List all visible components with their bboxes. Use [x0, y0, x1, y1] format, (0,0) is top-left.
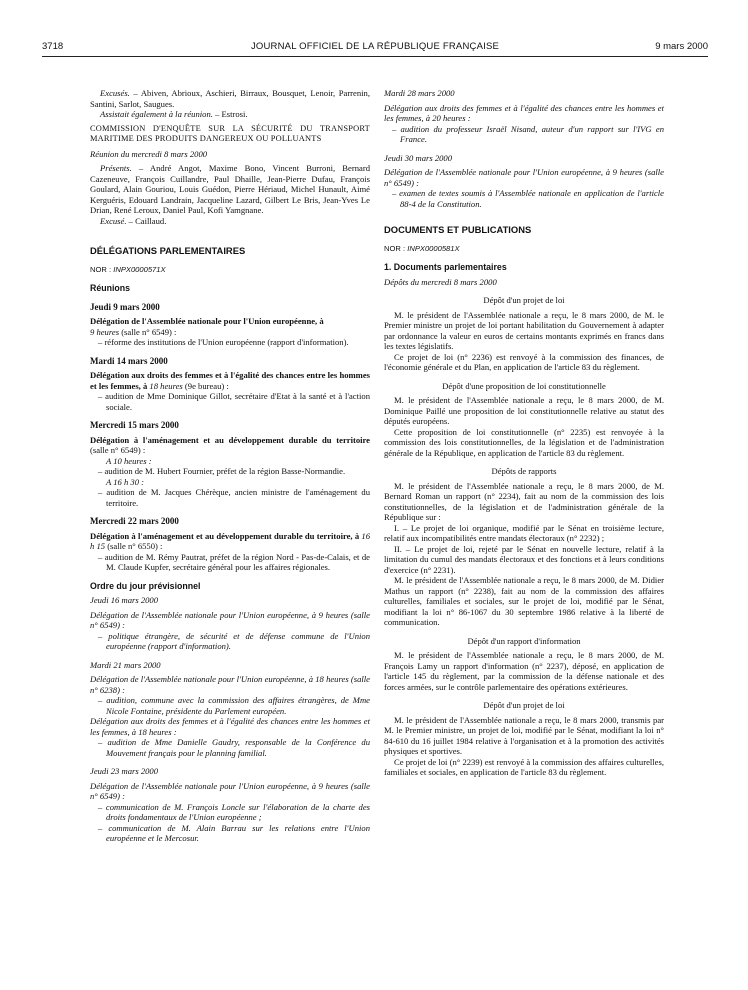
- body-paragraph: I. – Le projet de loi organique, modifié par le Sénat en troisième lecture, relatif aux incompatibilités entre mandats électoraux (n° 2232) ;: [384, 522, 664, 543]
- header-rule: [42, 56, 708, 57]
- delegation-line: Délégation à l'aménagement et au développement durable du territoire, à 16 h 15 (salle n° 6550) :: [90, 530, 370, 551]
- day-heading: Mardi 28 mars 2000: [384, 88, 455, 98]
- agenda-item: – politique étrangère, de sécurité et de défense commune de l'Union européenne (rapport d'information).: [98, 630, 370, 651]
- body-paragraph: M. le président de l'Assemblée nationale a reçu, le 8 mars 2000, de M. Bernard Roman un rapport (n° 2234), fait au nom de la commission des lois constitutionnelles, de la législation et de l'administration générale de la République sur :: [384, 480, 664, 522]
- agenda-item: – audition de Mme Dominique Gillot, secrétaire d'Etat à la santé et à l'action sociale.: [98, 391, 370, 412]
- subsection-title: Ordre du jour prévisionnel: [90, 580, 201, 591]
- body-paragraph: Ce projet de loi (n° 2236) est renvoyé à la commission des finances, de l'économie générale et du Plan, en application de l'article 83 du règlement.: [384, 351, 664, 372]
- agenda-item: – audition de M. Jacques Chérèque, ancien ministre de l'aménagement du territoire.: [98, 487, 370, 508]
- left-column: [90, 88, 370, 844]
- delegation-line: Délégation aux droits des femmes et à l'égalité des chances entre les hommes et les femmes, à 18 heures (9e bureau) :: [90, 370, 370, 391]
- delegation-line: Délégation de l'Assemblée nationale pour l'Union européenne, à 9 heures (salle n° 6549) :: [384, 167, 664, 188]
- depots-date: Dépôts du mercredi 8 mars 2000: [384, 276, 497, 287]
- agenda-item: – communication de M. Alain Barrau sur les relations entre l'Union européenne et le Mercosur.: [98, 822, 370, 843]
- deposit-heading: Dépôt d'un rapport d'information: [467, 635, 581, 646]
- nor-code: NOR : INPX0000581X: [384, 243, 460, 253]
- agenda-item: – audition de M. Hubert Fournier, préfet de la région Basse-Normandie.: [98, 466, 346, 476]
- deposit-heading: Dépôt d'une proposition de loi constitutionnelle: [442, 380, 606, 391]
- delegation-line: Délégation aux droits des femmes et à l'égalité des chances entre les hommes et les femmes, à 20 heures :: [384, 102, 664, 123]
- assistait-paragraph: Assistait également à la réunion. – Estrosi.: [100, 109, 248, 119]
- body-paragraph: M. le président de l'Assemblée nationale a reçu, le 8 mars 2000, transmis par M. le Premier ministre, un projet de loi, modifié par le Sénat, modifiant la loi n° 84-610 du 16 juillet 1984 relative à l'organisation et à la promotion des activités physiques et sportives.: [384, 714, 664, 756]
- excuse-paragraph: Excusé. – Caillaud.: [100, 215, 167, 226]
- deposit-heading: Dépôt d'un projet de loi: [483, 700, 565, 710]
- delegation-line: Délégation de l'Assemblée nationale pour l'Union européenne, à 9 heures (salle n° 6549) :: [90, 316, 324, 337]
- body-paragraph: Cette proposition de loi constitutionnelle (n° 2235) est renvoyée à la commission des lois constitutionnelles, de la législation et de l'administration générale de la République, en application de l'article 83 du règlement.: [384, 426, 664, 458]
- delegation-line: Délégation de l'Assemblée nationale pour l'Union européenne, à 9 heures (salle n° 6549) :: [90, 609, 370, 630]
- agenda-item: – communication de M. François Loncle sur l'élaboration de la charte des droits fondamentaux de l'Union européenne ;: [98, 801, 370, 822]
- journal-title: JOURNAL OFFICIEL DE LA RÉPUBLIQUE FRANÇAISE: [250, 41, 500, 52]
- page-number: 3718: [42, 41, 64, 52]
- agenda-item: – audition, commune avec la commission des affaires étrangères, de Mme Nicole Fontaine, présidente du Parlement européen.: [98, 695, 370, 716]
- body-paragraph: M. le président de l'Assemblée nationale a reçu, le 8 mars 2000, de M. Dominique Paillé une proposition de loi constitutionnelle relative au statut des députés européens.: [384, 395, 664, 426]
- body-paragraph: M. le président de l'Assemblée nationale a reçu, le 8 mars 2000, de M. le Premier ministre un projet de loi portant habilitation du Gouvernement à adapter par ordonnance la valeur en euros de certains montants exprimés en francs dans les textes législatifs.: [384, 309, 664, 351]
- day-heading: Jeudi 16 mars 2000: [90, 595, 159, 605]
- issue-date: 9 mars 2000: [655, 41, 708, 52]
- nor-code: NOR : INPX0000571X: [90, 264, 166, 274]
- deposit-heading: Dépôts de rapports: [491, 466, 557, 476]
- time-label: A 16 h 30 :: [106, 476, 145, 487]
- subsection-title: 1. Documents parlementaires: [384, 262, 507, 272]
- delegation-line: Délégation aux droits des femmes et à l'égalité des chances entre les hommes et les femmes, à 18 heures :: [90, 716, 370, 737]
- deposit-heading: Dépôt d'un projet de loi: [483, 295, 565, 305]
- delegation-line: Délégation de l'Assemblée nationale pour l'Union européenne, à 18 heures (salle n° 6238) :: [90, 674, 370, 695]
- day-heading: Jeudi 9 mars 2000: [90, 301, 160, 312]
- agenda-item: – audition de M. Rémy Pautrat, préfet de la région Nord - Pas-de-Calais, et de M. Claude Kupfer, secrétaire général pour les affaires régionales.: [98, 551, 370, 572]
- delegation-line: Délégation à l'aménagement et au développement durable du territoire (salle n° 6549) :: [90, 434, 370, 455]
- agenda-item: – audition du professeur Israël Nisand, auteur d'un rapport sur l'IVG en France.: [392, 123, 664, 144]
- presents-paragraph: Présents. – André Angot, Maxime Bono, Vincent Burroni, Bernard Cazeneuve, François Cuillandre, Paul Dhaille, Jean-Pierre Dufau, François Goulard, Alain Gouriou, Louis Guédon, Pierre Hériaud, Michel Hunault, Aimé Kerguéris, Edouard Landrain, Jacqueline Lazard, Gilbert Le Bris, Jean-Yves Le Drian, René Leroux, Daniel Paul, Kofi Yamgnane.: [90, 163, 370, 215]
- day-heading: Mardi 21 mars 2000: [90, 659, 161, 670]
- delegation-line: Délégation de l'Assemblée nationale pour l'Union européenne, à 9 heures (salle n° 6549) :: [90, 780, 370, 801]
- day-heading: Mercredi 15 mars 2000: [90, 420, 179, 430]
- excuses-paragraph: Excusés. – Abiven, Abrioux, Aschieri, Birraux, Bousquet, Lenoir, Parrenin, Santini, Sarlot, Saugues.: [90, 88, 370, 109]
- right-column: [384, 88, 664, 778]
- body-paragraph: Ce projet de loi (n° 2239) est renvoyé à la commission des affaires culturelles, familiales et sociales, en application de l'article 83 du règlement.: [384, 756, 664, 777]
- section-title: DOCUMENTS ET PUBLICATIONS: [384, 224, 532, 235]
- body-paragraph: M. le président de l'Assemblée nationale a reçu, le 8 mars 2000, de M. François Lamy un rapport d'information (n° 2237), déposé, en application de l'article 145 du règlement, par la commission de la défense nationale et des forces armées, sur le contrôle parlementaire des opérations extérieures.: [384, 650, 664, 692]
- agenda-item: – réforme des institutions de l'Union européenne (rapport d'information).: [98, 337, 349, 347]
- body-paragraph: M. le président de l'Assemblée nationale a reçu, le 8 mars 2000, de M. Didier Mathus un rapport (n° 2238), fait au nom de la commission des affaires culturelles, familiales et sociales, sur le projet de loi, modifié par le Sénat, modifiant la loi n° 86-1067 du 30 septembre 1986 relative à la liberté de communication.: [384, 575, 664, 627]
- page-header: [42, 41, 708, 57]
- time-label: A 10 heures :: [106, 455, 152, 466]
- section-title: DÉLÉGATIONS PARLEMENTAIRES: [90, 245, 246, 256]
- day-heading: Mardi 14 mars 2000: [90, 355, 168, 366]
- agenda-item: – examen de textes soumis à l'Assemblée nationale en application de l'article 88-4 de la Constitution.: [392, 188, 664, 209]
- day-heading: Mercredi 22 mars 2000: [90, 516, 179, 526]
- body-paragraph: II. – Le projet de loi, rejeté par le Sénat en nouvelle lecture, relatif à la limitation du cumul des mandats électoraux et des fonctions et à leurs conditions d'exercice (n° 2231).: [384, 543, 664, 575]
- agenda-item: – audition de Mme Danielle Gaudry, responsable de la Conférence du Mouvement français pour le planning familial.: [98, 737, 370, 758]
- reunion-date: Réunion du mercredi 8 mars 2000: [90, 148, 208, 159]
- commission-title: COMMISSION D'ENQUÊTE SUR LA SÉCURITÉ DU TRANSPORT MARITIME DES PRODUITS DANGEREUX OU POLLUANTS: [90, 123, 370, 143]
- day-heading: Jeudi 23 mars 2000: [90, 766, 159, 776]
- day-heading: Jeudi 30 mars 2000: [384, 152, 453, 163]
- subsection-title: Réunions: [90, 283, 131, 293]
